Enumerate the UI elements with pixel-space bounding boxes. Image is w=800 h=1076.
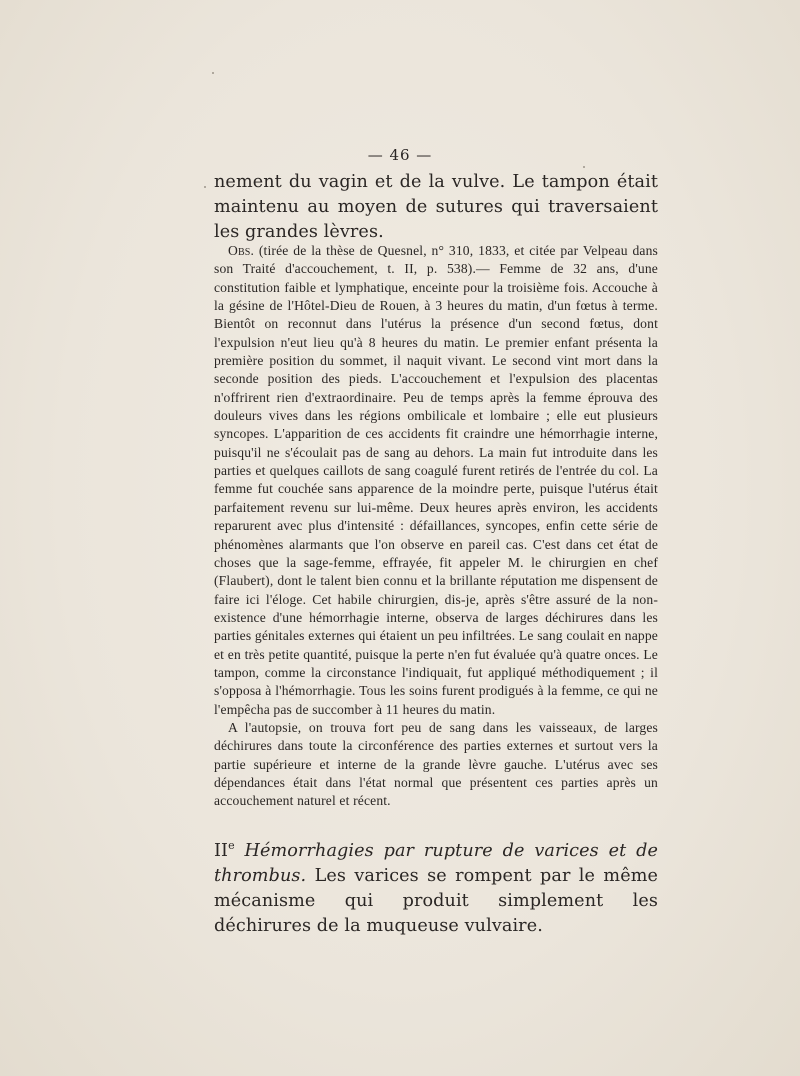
observation-paragraph-1 (214, 242, 658, 719)
section-title: Hémorrhagies par rupture de varices et de thrombus. (214, 840, 658, 886)
section-body: Les varices se rompent par le même mécanisme qui produit simplement les déchirures de la muqueuse vulvaire. (214, 865, 658, 936)
paper-speck (583, 166, 585, 168)
section-paragraph (214, 833, 658, 939)
observation-block (214, 242, 658, 811)
section-numeral: II (214, 840, 229, 861)
lead-paragraph: nement du vagin et de la vulve. Le tampon était maintenu au moyen de sutures qui traversaient les grandes lèvres. (214, 172, 658, 242)
paper-speck (212, 72, 214, 74)
observation-paragraph-2: A l'autopsie, on trouva fort peu de sang dans les vaisseaux, de larges déchirures dans toute la circonférence des parties externes et surtout vers la partie supérieure et interne de la grande lèvre gauche. L'utérus avec ses dépendances était dans l'état normal que présentent ces parties après un accouchement naturel et récent. (214, 719, 658, 809)
paper-speck (204, 186, 206, 188)
section-block (214, 833, 658, 939)
page-number: — 46 — (367, 146, 433, 164)
section-numeral-suffix: e (228, 839, 235, 852)
observation-label: Obs. (228, 243, 255, 258)
observation-text-1: (tirée de la thèse de Quesnel, n° 310, 1833, et citée par Velpeau dans son Traité d'accouchement, t. II, p. 538).— Femme de 32 ans, d'une constitution faible et lymphatique, enceinte pour la troisième fois. Accouche à la gésine de l'Hôtel-Dieu de Rouen, à 3 heures du matin, d'un fœtus à terme. Bientôt on reconnut dans l'utérus la présence d'un second fœtus, dont l'expulsion n'eut lieu qu'à 8 heures du matin. Le premier enfant présenta la première position du sommet, il naquit vivant. Le second vint mort dans la seconde position des pieds. L'accouchement et l'expulsion des placentas n'offrirent rien d'extraordinaire. Peu de temps après la femme éprouva des douleurs vives dans les régions ombilicale et lombaire ; elle eut plusieurs syncopes. L'apparition de ces accidents fit craindre une hémorrhagie interne, puisqu'il ne s'écoulait pas de sang au dehors. La main fut introduite dans les parties et quelques caillots de sang coagulé furent retirés de l'entrée du col. La femme fut couchée sans apparence de la moindre perte, puisque l'utérus était parfaitement revenu sur lui-même. Deux heures après environ, les accidents reparurent avec plus d'intensité : défaillances, syncopes, enfin cette série de phénomènes alarmants que l'on observe en pareil cas. C'est dans cet état de choses que la sage-femme, effrayée, fit appeler M. le chirurgien en chef (Flaubert), dont le talent bien connu et la brillante réputation me dispensent de faire ici l'éloge. Cet habile chirurgien, dis-je, après s'être assuré de la non-existence d'une hémorrhagie interne, observa de larges déchirures dans les parties génitales externes qui étaient un peu infiltrées. Le sang coulait en nappe et en très petite quantité, puisque la perte n'en fut évaluée qu'à quatre onces. Le tampon, comme la circonstance l'indiquait, fut appliqué méthodiquement ; il s'opposa à l'hémorrhagie. Tous les soins furent prodigués à la femme, ce qui ne l'empêcha pas de succomber à 11 heures du matin. (214, 243, 658, 717)
